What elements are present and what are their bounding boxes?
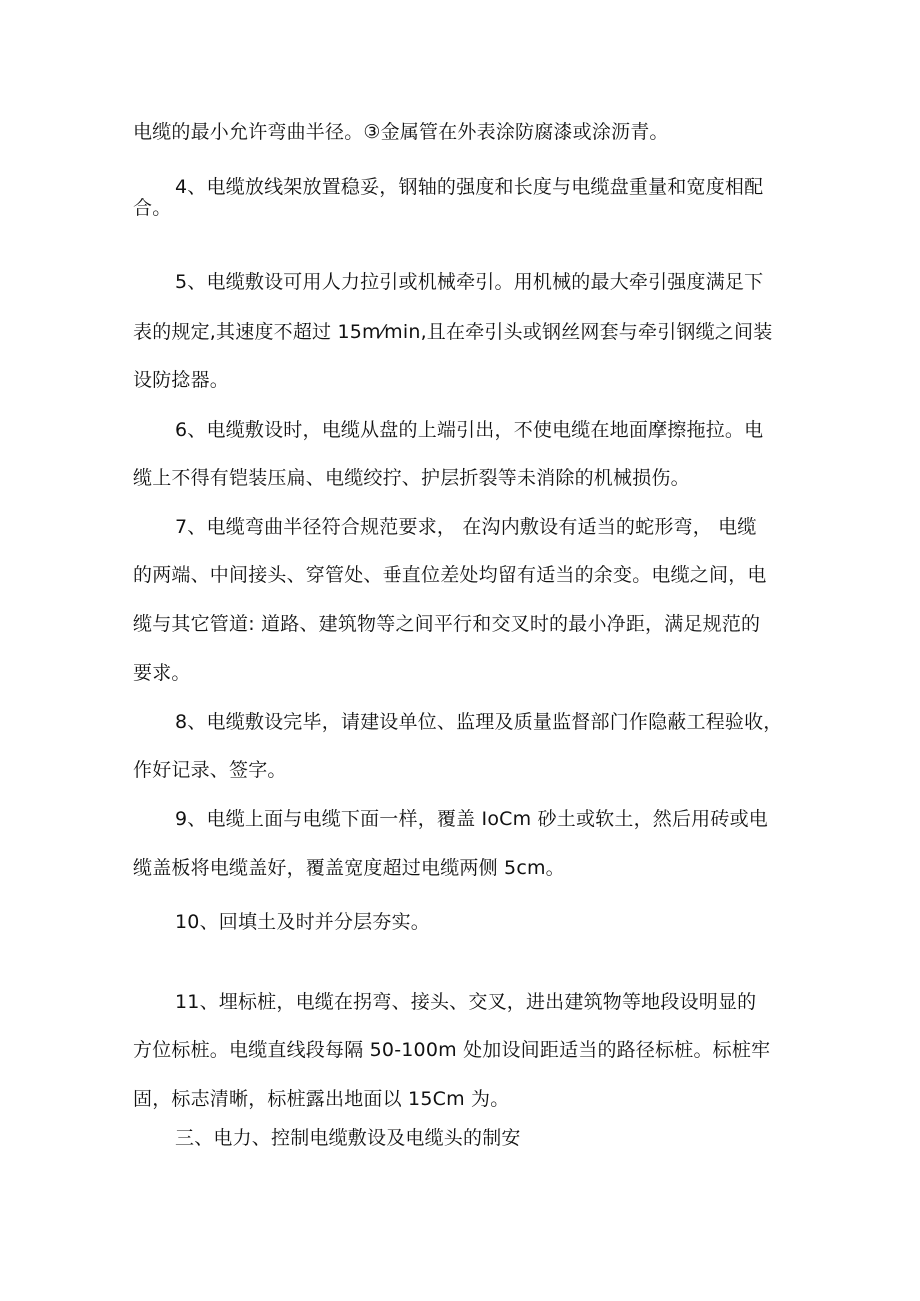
text-line-14: 作好记录、签字。	[133, 759, 287, 781]
text-line-2: 4、电缆放线架放置稳妥，钢轴的强度和长度与电缆盘重量和宽度相配	[175, 176, 764, 198]
text-line-5: 表的规定,其速度不超过 15m⁄min,且在牵引头或钢丝网套与牵引钢缆之间装	[133, 321, 773, 343]
text-line-6: 设防捻器。	[133, 369, 230, 391]
text-line-10: 的两端、中间接头、穿管处、垂直位差处均留有适当的余变。电缆之间，电	[133, 564, 767, 586]
text-line-15: 9、电缆上面与电缆下面一样，覆盖 IoCm 砂土或软土，然后用砖或电	[175, 808, 768, 830]
text-line-11: 缆与其它管道: 道路、建筑物等之间平行和交叉时的最小净距，满足规范的	[133, 613, 761, 635]
text-line-20: 固，标志清晰，标桩露出地面以 15Cm 为。	[133, 1088, 510, 1110]
text-line-9: 7、电缆弯曲半径符合规范要求， 在沟内敷设有适当的蛇形弯， 电缆	[175, 516, 757, 538]
text-line-18: 11、埋标桩，电缆在拐弯、接头、交叉，进出建筑物等地段设明显的	[175, 991, 757, 1013]
text-line-16: 缆盖板将电缆盖好，覆盖宽度超过电缆两侧 5cm。	[133, 857, 565, 879]
text-line-17: 10、回填土及时并分层夯实。	[175, 911, 430, 933]
text-line-12: 要求。	[133, 662, 191, 684]
text-line-4: 5、电缆敷设可用人力拉引或机械牵引。用机械的最大牵引强度满足下	[175, 271, 764, 293]
text-line-1: 电缆的最小允许弯曲半径。③金属管在外表涂防腐漆或涂沥青。	[133, 121, 669, 143]
text-line-21: 三、电力、控制电缆敷设及电缆头的制安	[175, 1127, 521, 1149]
text-line-8: 缆上不得有铠装压扁、电缆绞拧、护层折裂等未消除的机械损伤。	[133, 467, 690, 489]
text-line-7: 6、电缆敷设时，电缆从盘的上端引出，不使电缆在地面摩擦拖拉。电	[175, 419, 764, 441]
text-line-3: 合。	[133, 197, 172, 219]
text-line-19: 方位标桩。电缆直线段每隔 50-100m 处加设间距适当的路径标桩。标桩牢	[133, 1039, 771, 1061]
text-line-13: 8、电缆敷设完毕，请建设单位、监理及质量监督部门作隐蔽工程验收，	[175, 711, 783, 733]
